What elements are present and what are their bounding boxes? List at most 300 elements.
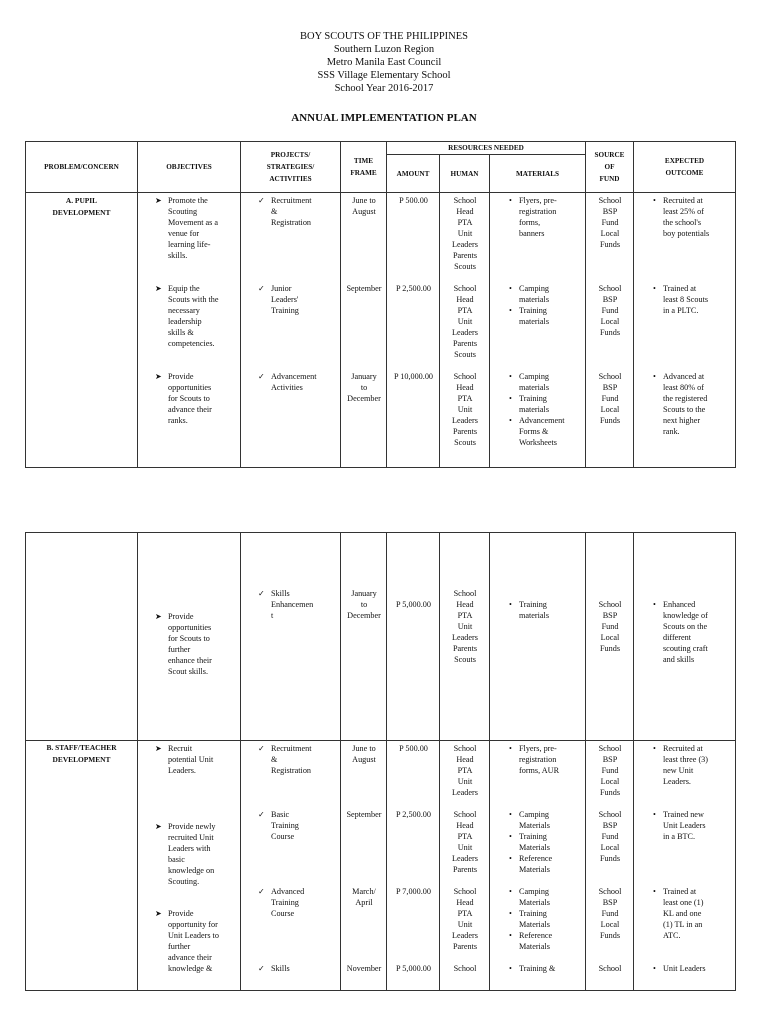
amount-text-line: P 7,000.00 — [396, 887, 431, 896]
col-source-of-fund — [586, 142, 634, 193]
outcome-list-text: scouting craft — [663, 644, 708, 653]
human-resource-text-line: PTA — [457, 218, 473, 227]
col-source-line3: FUND — [599, 175, 620, 183]
fund-source-text-line: Funds — [599, 788, 621, 797]
outcome-list-text: Scouts to the — [663, 405, 706, 414]
amount-text — [387, 599, 440, 610]
human-resource-text-line: School — [453, 372, 477, 381]
activity-text — [271, 886, 337, 919]
region-name: Southern Luzon Region — [333, 44, 435, 55]
checkmark-icon: ✓ — [258, 196, 265, 205]
human-resource-text-line: Unit — [457, 405, 473, 414]
activity-text-line: Recruitment — [271, 744, 312, 753]
human-resource-text-line: PTA — [457, 611, 473, 620]
outcome-list — [650, 743, 734, 787]
time-frame-text-line: to — [360, 383, 368, 392]
fund-source-text-line: Local — [600, 317, 620, 326]
activity-text-line: & — [271, 207, 278, 216]
activity-text-line: Activities — [271, 383, 303, 392]
activity-text-line: Enhancemen — [271, 600, 314, 609]
fund-source-text-line: Funds — [599, 931, 621, 940]
outcome-list-text: Scouts on the — [663, 622, 708, 631]
objective-text-line: skills & — [168, 328, 194, 337]
checkmark-icon: ✓ — [258, 284, 265, 293]
fund-source-text-line: BSP — [602, 755, 618, 764]
materials-list-text: materials — [519, 317, 550, 326]
outcome-list-item — [650, 283, 734, 316]
fund-source-text — [586, 195, 634, 250]
materials-list-text: Worksheets — [519, 438, 557, 447]
concern-a-line1: A. PUPIL — [65, 196, 98, 205]
amount-text-line: P 5,000.00 — [396, 964, 431, 973]
fund-source-text-line: Funds — [599, 644, 621, 653]
human-resource-text-line: Head — [456, 755, 474, 764]
outcome-list-text: least one (1) — [663, 898, 704, 907]
outcome-list-text: • Trained at — [663, 887, 697, 896]
objective-text-line: Provide — [168, 612, 194, 621]
fund-source-text-line: BSP — [602, 821, 618, 830]
objective-text-line: competencies. — [168, 339, 215, 348]
objective-text-line: Provide newly — [168, 822, 216, 831]
time-frame-text-line: to — [360, 600, 368, 609]
materials-list-text: • Training — [519, 909, 547, 918]
outcome-list-text: in a BTC. — [663, 832, 696, 841]
activity-text-line: Basic — [271, 810, 290, 819]
human-resource-text-line: Unit — [457, 843, 473, 852]
amount-text — [387, 371, 440, 382]
activity-text-line: Course — [271, 832, 295, 841]
fund-source-text-line: Fund — [601, 766, 619, 775]
human-resource-text-line: Unit — [457, 317, 473, 326]
activity-text-line: Skills — [271, 964, 290, 973]
materials-list-item — [506, 195, 584, 239]
materials-list-text: • Advancement — [519, 416, 565, 425]
school-name: SSS Village Elementary School — [317, 70, 451, 81]
implementation-table-page1 — [25, 141, 736, 468]
fund-source-text-line: BSP — [602, 295, 618, 304]
time-frame-text-line: August — [352, 755, 376, 764]
objective-text-line: opportunities — [168, 383, 212, 392]
outcome-list-text: in a PLTC. — [663, 306, 699, 315]
materials-list-text: Materials — [519, 865, 550, 874]
col-source-line2: OF — [604, 163, 615, 171]
materials-list — [506, 743, 584, 776]
checkmark-icon: ✓ — [258, 372, 265, 381]
human-resource-text-line: Parents — [452, 865, 478, 874]
objective-text-line: necessary — [168, 306, 200, 315]
human-resource-text-line: PTA — [457, 832, 473, 841]
time-frame-text-line: January — [351, 589, 377, 598]
source-cell — [586, 533, 634, 741]
materials-list-item — [506, 743, 584, 776]
objective-text-line: Scouting. — [168, 877, 200, 886]
objective-text — [168, 611, 238, 677]
concern-a-line2: DEVELOPMENT — [52, 208, 111, 217]
human-resource-text-line: Unit — [457, 229, 473, 238]
fund-source-text-line: BSP — [602, 383, 618, 392]
fund-source-text-line: Local — [600, 405, 620, 414]
arrow-bullet-icon: ➤ — [155, 196, 162, 205]
human-resource-text — [440, 588, 490, 665]
objective-text-line: further — [168, 942, 191, 951]
materials-list-item — [506, 305, 584, 327]
objective-text-line: learning life- — [168, 240, 211, 249]
outcome-list — [650, 809, 734, 842]
council-name: Metro Manila East Council — [326, 57, 442, 68]
materials-list-text: forms, AUR — [519, 766, 560, 775]
materials-list — [506, 371, 584, 448]
objective-text — [168, 821, 238, 887]
fund-source-text-line: Local — [600, 843, 620, 852]
fund-source-text-line: School — [598, 372, 622, 381]
outcome-list-text: least 8 Scouts — [663, 295, 709, 304]
human-resource-text-line: Leaders — [452, 240, 478, 249]
time-frame-text-line: March/ — [352, 887, 376, 896]
fund-source-text-line: School — [598, 887, 622, 896]
amount-cell — [387, 193, 440, 468]
col-resources-needed: RESOURCES NEEDED — [387, 142, 586, 155]
outcome-list-text: • Trained new — [663, 810, 704, 819]
time-frame-text-line: June to — [352, 196, 376, 205]
materials-list — [506, 195, 584, 239]
objective-text-line: advance their — [168, 405, 212, 414]
arrow-bullet-icon: ➤ — [155, 822, 162, 831]
fund-source-text-line: Funds — [599, 240, 621, 249]
materials-list-item — [506, 831, 584, 853]
human-resource-text-line: Head — [456, 383, 474, 392]
fund-source-text — [586, 599, 634, 654]
human-resource-text-line: Scouts — [454, 350, 476, 359]
objective-text-line: Leaders. — [168, 766, 196, 775]
human-resource-text-line: School — [453, 196, 477, 205]
outcome-list-item — [650, 195, 734, 239]
fund-source-text-line: School — [598, 744, 622, 753]
arrow-bullet-icon: ➤ — [155, 284, 162, 293]
amount-cell — [387, 533, 440, 741]
materials-list-item — [506, 963, 584, 974]
source-cell — [586, 193, 634, 468]
col-projects-line2: STRATEGIES/ — [266, 163, 315, 171]
objective-text-line: ranks. — [168, 416, 188, 425]
activity-text-line: Training — [271, 898, 299, 907]
fund-source-text — [586, 809, 634, 864]
outcome-list-text: rank. — [663, 427, 680, 436]
concern-cell-b — [26, 741, 138, 991]
human-resource-text-line: Head — [456, 898, 474, 907]
col-source-line1: SOURCE — [594, 151, 625, 159]
human-cell — [440, 193, 490, 468]
human-resource-text-line: Head — [456, 207, 474, 216]
arrow-bullet-icon: ➤ — [155, 744, 162, 753]
time-frame-text-line: April — [355, 898, 373, 907]
materials-list-text: materials — [519, 405, 550, 414]
objectives-cell — [138, 193, 241, 468]
materials-list-text: • Camping — [519, 372, 550, 381]
objective-text-line: advance their — [168, 953, 212, 962]
materials-list — [506, 886, 584, 952]
fund-source-text-line: Local — [600, 920, 620, 929]
materials-list-text: Materials — [519, 920, 550, 929]
activity-text-line: Recruitment — [271, 196, 312, 205]
fund-source-text-line: Fund — [601, 306, 619, 315]
col-outcome-line2: OUTCOME — [665, 169, 704, 177]
outcome-list-text: • Trained at — [663, 284, 697, 293]
amount-text — [387, 809, 440, 820]
objectives-cell — [138, 533, 241, 741]
objective-text-line: Promote the — [168, 196, 208, 205]
human-resource-text-line: PTA — [457, 394, 473, 403]
amount-cell — [387, 741, 440, 991]
fund-source-text — [586, 371, 634, 426]
amount-text-line: P 10,000.00 — [393, 372, 434, 381]
outcome-list-text: Unit Leaders — [663, 821, 706, 830]
human-resource-text-line: Unit — [457, 920, 473, 929]
col-amount: AMOUNT — [387, 155, 440, 193]
time-frame-text-line: August — [352, 207, 376, 216]
amount-text-line: P 500.00 — [399, 744, 428, 753]
school-year: School Year 2016-2017 — [334, 83, 434, 94]
activity-text — [271, 809, 337, 842]
objective-text-line: venue for — [168, 229, 200, 238]
human-resource-text-line: Scouts — [454, 438, 476, 447]
materials-list-item — [506, 930, 584, 952]
checkmark-icon: ✓ — [258, 887, 265, 896]
outcome-list-text: Leaders. — [663, 777, 691, 786]
materials-list-item — [506, 371, 584, 393]
objective-text-line: Scouts with the — [168, 295, 219, 304]
human-resource-text-line: Parents — [452, 339, 478, 348]
activities-cell — [241, 741, 341, 991]
fund-source-text-line: Fund — [601, 218, 619, 227]
fund-source-text-line: Fund — [601, 394, 619, 403]
col-outcome-line1: EXPECTED — [664, 157, 705, 165]
human-resource-text — [440, 371, 490, 448]
objective-text-line: Movement as a — [168, 218, 219, 227]
objective-text-line: Scouting — [168, 207, 198, 216]
human-resource-text-line: PTA — [457, 909, 473, 918]
objective-text-line: skills. — [168, 251, 188, 260]
fund-source-text-line: Local — [600, 633, 620, 642]
human-resource-text — [440, 963, 490, 974]
col-expected-outcome — [634, 142, 736, 193]
outcome-list-text: and skills — [663, 655, 695, 664]
concern-cell-a — [26, 193, 138, 468]
outcome-list-text: least 25% of — [663, 207, 704, 216]
outcome-list-text: next higher — [663, 416, 701, 425]
materials-list-text: • Camping — [519, 887, 550, 896]
fund-source-text — [586, 963, 634, 974]
materials-list-text: forms, — [519, 218, 541, 227]
outcome-list-text: least 80% of — [663, 383, 704, 392]
fund-source-text — [586, 743, 634, 798]
materials-list-text: Materials — [519, 898, 550, 907]
objective-text-line: Provide — [168, 372, 194, 381]
materials-list — [506, 963, 584, 974]
outcome-list-text: the school's — [663, 218, 702, 227]
activity-text — [271, 588, 337, 621]
fund-source-text-line: Local — [600, 229, 620, 238]
time-frame-text — [341, 283, 387, 294]
outcome-list-text: ATC. — [663, 931, 681, 940]
materials-list-text: • Reference — [519, 854, 553, 863]
human-cell — [440, 741, 490, 991]
objective-text — [168, 743, 238, 776]
objective-text-line: potential Unit — [168, 755, 214, 764]
objective-text — [168, 195, 238, 261]
activities-cell — [241, 193, 341, 468]
human-resource-text-line: School — [453, 810, 477, 819]
outcome-list — [650, 886, 734, 941]
materials-list — [506, 809, 584, 875]
activity-text-line: & — [271, 755, 278, 764]
human-resource-text-line: PTA — [457, 766, 473, 775]
materials-list-text: • Training — [519, 832, 547, 841]
objective-text-line: leadership — [168, 317, 202, 326]
col-materials: MATERIALS — [490, 155, 586, 193]
outcome-list — [650, 599, 734, 665]
human-resource-text-line: Parents — [452, 644, 478, 653]
human-resource-text-line: Scouts — [454, 262, 476, 271]
time-frame-text-line: June to — [352, 744, 376, 753]
time-frame-text — [341, 371, 387, 404]
concern-cell-blank — [26, 533, 138, 741]
objectives-cell — [138, 741, 241, 991]
fund-source-text-line: Funds — [599, 328, 621, 337]
human-resource-text — [440, 283, 490, 360]
materials-list — [506, 283, 584, 327]
objective-text — [168, 908, 238, 974]
materials-list-text: • Training & — [519, 964, 556, 973]
document-title: ANNUAL IMPLEMENTATION PLAN — [291, 112, 477, 124]
outcome-list-text: boy potentials — [663, 229, 710, 238]
col-human: HUMAN — [440, 155, 490, 193]
fund-source-text-line: Funds — [599, 854, 621, 863]
materials-list-text: banners — [519, 229, 545, 238]
outcome-list-text: (1) TL in an — [663, 920, 703, 929]
objective-text — [168, 371, 238, 426]
outcome-list-text: new Unit — [663, 766, 694, 775]
fund-source-text-line: School — [598, 964, 622, 973]
arrow-bullet-icon: ➤ — [155, 909, 162, 918]
amount-text-line: P 5,000.00 — [396, 600, 431, 609]
human-resource-text — [440, 743, 490, 798]
implementation-table-page2 — [25, 532, 736, 991]
time-frame-text — [341, 588, 387, 621]
fund-source-text-line: School — [598, 600, 622, 609]
outcome-cell — [634, 193, 736, 468]
objective-text-line: further — [168, 645, 191, 654]
amount-text — [387, 743, 440, 754]
amount-text — [387, 195, 440, 206]
concern-b-line2: DEVELOPMENT — [52, 755, 111, 764]
time-frame-text — [341, 963, 387, 974]
objective-text-line: basic — [168, 855, 185, 864]
objective-text-line: Leaders with — [168, 844, 211, 853]
activity-text-line: Advancement — [271, 372, 317, 381]
materials-list-text: • Reference — [519, 931, 553, 940]
outcome-list-text: knowledge of — [663, 611, 708, 620]
human-resource-text-line: Head — [456, 600, 474, 609]
outcome-list-item — [650, 809, 734, 842]
checkmark-icon: ✓ — [258, 964, 265, 973]
materials-list-text: materials — [519, 295, 550, 304]
outcome-list-text: • Recruited at — [663, 196, 703, 205]
human-resource-text — [440, 886, 490, 952]
fund-source-text — [586, 283, 634, 338]
objective-text-line: Recruit — [168, 744, 193, 753]
outcome-list — [650, 371, 734, 437]
materials-list-item — [506, 415, 584, 448]
objective-text-line: enhance their — [168, 656, 212, 665]
document-header — [0, 30, 768, 95]
time-frame-cell — [341, 193, 387, 468]
human-resource-text-line: Leaders — [452, 788, 478, 797]
materials-list-text: • Camping — [519, 284, 550, 293]
activity-text-line: Registration — [271, 766, 312, 775]
checkmark-icon: ✓ — [258, 810, 265, 819]
objective-text-line: opportunities — [168, 623, 212, 632]
objective-text-line: opportunity for — [168, 920, 218, 929]
outcome-list-text: KL and one — [663, 909, 702, 918]
materials-cell — [490, 533, 586, 741]
fund-source-text-line: BSP — [602, 898, 618, 907]
time-frame-text — [341, 809, 387, 820]
activity-text-line: Junior — [271, 284, 292, 293]
arrow-bullet-icon: ➤ — [155, 372, 162, 381]
fund-source-text-line: Fund — [601, 622, 619, 631]
materials-list — [506, 599, 584, 621]
activity-text — [271, 195, 337, 228]
objective-text — [168, 283, 238, 349]
col-projects — [241, 142, 341, 193]
materials-list-text: Materials — [519, 843, 550, 852]
human-resource-text-line: School — [453, 887, 477, 896]
outcome-list-text: • Advanced at — [663, 372, 705, 381]
activity-text-line: Training — [271, 821, 299, 830]
time-frame-cell — [341, 741, 387, 991]
human-resource-text-line: Unit — [457, 777, 473, 786]
materials-list-text: materials — [519, 383, 550, 392]
objective-text-line: recruited Unit — [168, 833, 214, 842]
human-cell — [440, 533, 490, 741]
col-projects-line3: ACTIVITIES — [269, 175, 312, 183]
outcome-list — [650, 195, 734, 239]
fund-source-text-line: School — [598, 810, 622, 819]
fund-source-text-line: School — [598, 196, 622, 205]
human-resource-text-line: Leaders — [452, 931, 478, 940]
materials-list-text: Materials — [519, 942, 550, 951]
fund-source-text-line: Fund — [601, 832, 619, 841]
materials-list-text: registration — [519, 755, 557, 764]
fund-source-text-line: Local — [600, 777, 620, 786]
outcome-cell — [634, 741, 736, 991]
amount-text — [387, 886, 440, 897]
objective-text-line: knowledge & — [168, 964, 213, 973]
materials-list-text: materials — [519, 611, 550, 620]
human-resource-text-line: Parents — [452, 251, 478, 260]
col-time-frame — [341, 142, 387, 193]
org-name: BOY SCOUTS OF THE PHILIPPINES — [299, 31, 469, 42]
amount-text — [387, 963, 440, 974]
objective-text-line: Provide — [168, 909, 194, 918]
materials-list-text: • Training — [519, 306, 547, 315]
objective-text-line: Unit Leaders to — [168, 931, 219, 940]
amount-text-line: P 500.00 — [399, 196, 428, 205]
time-frame-text-line: September — [346, 284, 382, 293]
materials-list-text: • Flyers, pre- — [519, 744, 557, 753]
outcome-list-item — [650, 886, 734, 941]
materials-cell — [490, 741, 586, 991]
